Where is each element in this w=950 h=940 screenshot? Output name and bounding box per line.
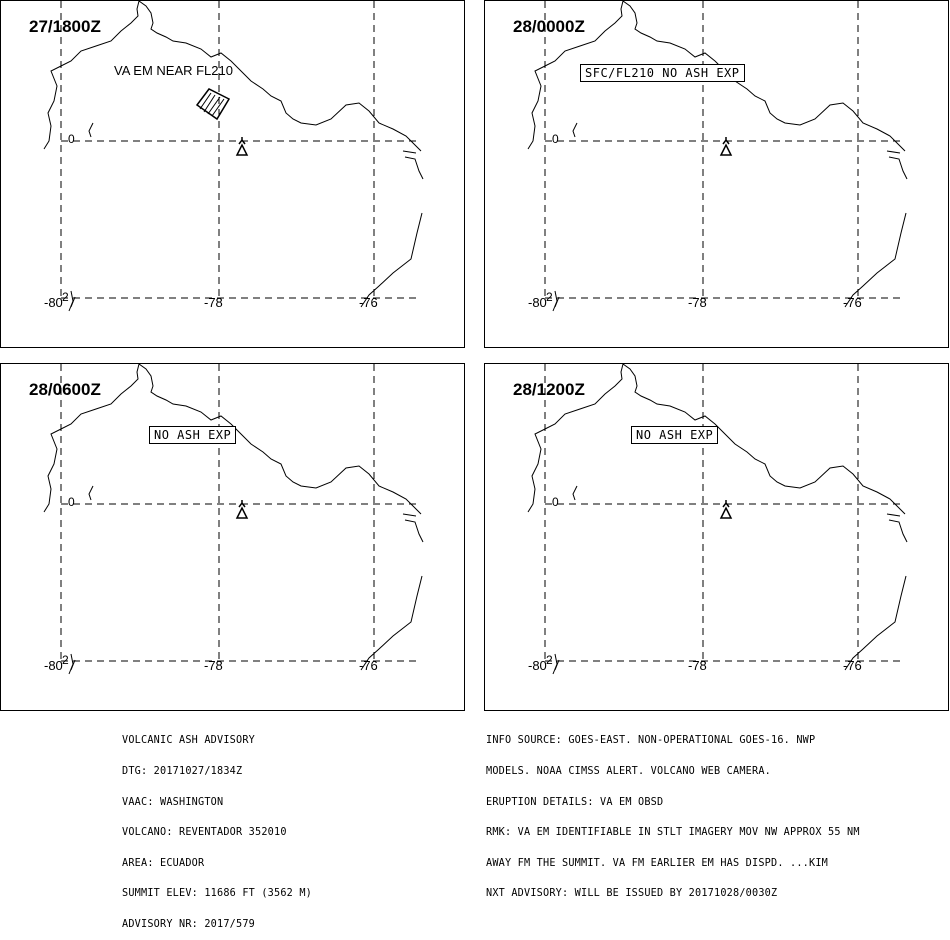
details-line: NXT ADVISORY: WILL BE ISSUED BY 20171028/0030Z [486,888,778,900]
map-graphic [485,364,949,711]
advisory-line: VAAC: WASHINGTON [122,796,224,808]
coastline-south [361,213,422,307]
lat-label-0: 0 [552,495,559,509]
details-line: AWAY FM THE SUMMIT. VA FM EARLIER EM HAS DISPD. ...KIM [486,857,829,869]
coast-detail [69,654,75,674]
panel-time: 28/0600Z [29,380,101,399]
details-line: INFO SOURCE: GOES-EAST. NON-OPERATIONAL GOES-16. NWP [486,735,816,747]
coastline-inlet [887,151,907,179]
lat-label-minus2: 2 [62,290,69,304]
panel-time: 28/0000Z [513,17,585,36]
ash-label: SFC/FL210 NO ASH EXP [580,64,745,82]
lon-label-east: -76 [843,658,862,673]
lon-label-mid: -78 [688,295,707,310]
advisory-line: SUMMIT ELEV: 11686 FT (3562 M) [122,888,313,900]
coastline-inlet [403,151,423,179]
lon-label-mid: -78 [204,295,223,310]
ash-polygon [197,89,229,119]
panel-time: 27/1800Z [29,17,101,36]
lon-label-east: -76 [359,295,378,310]
map-graphic [1,364,465,711]
lon-label-east: -76 [359,658,378,673]
map-panel-4 [484,363,949,711]
volcano-icon [721,137,731,155]
lon-label-east: -76 [843,295,862,310]
advisory-line: VOLCANO: REVENTADOR 352010 [122,827,287,839]
advisory-line: VOLCANIC ASH ADVISORY [122,735,256,747]
coast-detail [69,291,75,311]
volcano-icon [721,500,731,518]
coastline-south [361,576,422,670]
coast-detail [553,654,559,674]
details-line: ERUPTION DETAILS: VA EM OBSD [486,796,664,808]
lon-label-west: -80 [44,658,63,673]
details-line: RMK: VA EM IDENTIFIABLE IN STLT IMAGERY MOV NW APPROX 55 NM [486,827,860,839]
coastline-south [845,213,906,307]
lat-label-minus2: 2 [546,653,553,667]
advisory-header [122,716,312,940]
ash-label: NO ASH EXP [149,426,236,444]
map-panel-1 [0,0,465,348]
inland-mark [573,486,577,500]
map-panel-3 [0,363,465,711]
lat-label-minus2: 2 [546,290,553,304]
map-graphic [1,1,465,348]
coastline-inlet [887,514,907,542]
coast-detail [553,291,559,311]
lon-label-west: -80 [528,295,547,310]
lon-label-mid: -78 [204,658,223,673]
lon-label-mid: -78 [688,658,707,673]
advisory-line: AREA: ECUADOR [122,857,205,869]
lat-label-0: 0 [68,132,75,146]
details-line: MODELS. NOAA CIMSS ALERT. VOLCANO WEB CAMERA. [486,766,772,777]
lat-label-0: 0 [552,132,559,146]
ash-label: VA EM NEAR FL210 [114,63,233,78]
lat-label-minus2: 2 [62,653,69,667]
map-graphic [485,1,949,348]
lon-label-west: -80 [528,658,547,673]
advisory-line: DTG: 20171027/1834Z [122,766,243,777]
inland-mark [573,123,577,137]
map-panel-2 [484,0,949,348]
inland-mark [89,123,93,137]
coastline-inlet [403,514,423,542]
lon-label-west: -80 [44,295,63,310]
panel-time: 28/1200Z [513,380,585,399]
volcano-icon [237,137,247,155]
ash-label: NO ASH EXP [631,426,718,444]
volcano-icon [237,500,247,518]
lat-label-0: 0 [68,495,75,509]
inland-mark [89,486,93,500]
coastline-south [845,576,906,670]
advisory-details [486,716,860,910]
advisory-line: ADVISORY NR: 2017/579 [122,918,256,930]
